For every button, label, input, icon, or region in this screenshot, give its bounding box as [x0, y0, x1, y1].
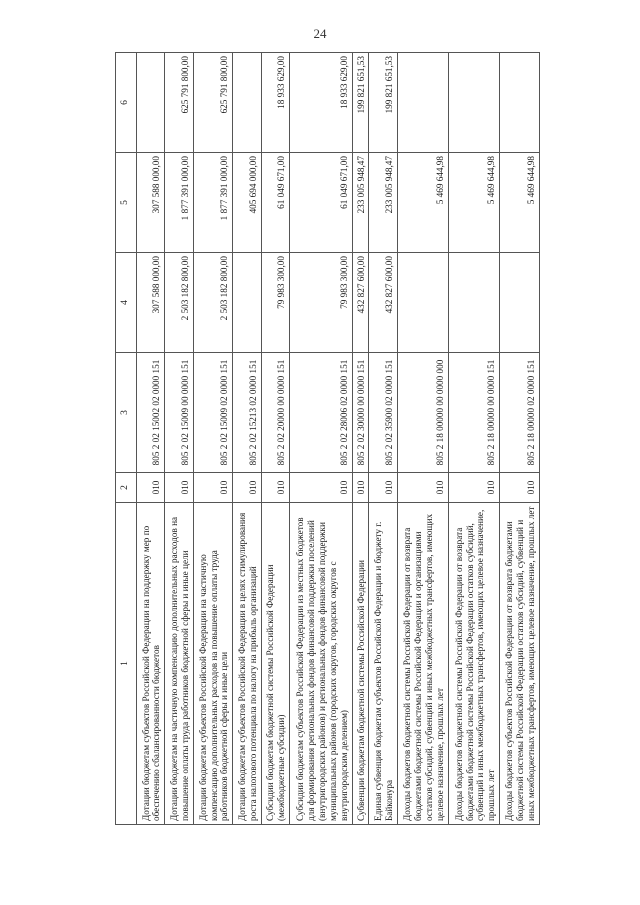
- row-col6: [448, 53, 499, 153]
- table-row: [193, 53, 233, 825]
- row-code: 010: [352, 473, 369, 503]
- row-name: Субвенции бюджетам бюджетной системы Российской Федерации: [352, 503, 369, 825]
- row-col5: 5 469 644,98: [500, 153, 540, 253]
- row-kbk: 805 2 02 15213 02 0000 151: [233, 353, 261, 473]
- row-col5: 307 588 000,00: [137, 153, 165, 253]
- row-col4: [397, 253, 448, 353]
- row-name: Доходы бюджетов бюджетной системы Российской Федерации от возврата бюджетами бюджетной системы Российской Федерации и организациями остатков субсидий, субвенций и иных межбюджетных трансфертов, имеющих целевое назначение, прошлых лет: [397, 503, 448, 825]
- table-row: [397, 53, 448, 825]
- row-kbk: 805 2 02 35900 02 0000 151: [369, 353, 397, 473]
- rotated-table-frame: [115, 53, 540, 825]
- row-col4: 2 503 182 800,00: [193, 253, 233, 353]
- row-name: Дотации бюджетам на частичную компенсацию дополнительных расходов на повышение оплаты труда работников бюджетной сферы и иные цели: [165, 503, 193, 825]
- row-kbk: 805 2 02 30000 00 0000 151: [352, 353, 369, 473]
- row-col6: 625 791 800,00: [165, 53, 193, 153]
- row-kbk: 805 2 02 15009 00 0000 151: [165, 353, 193, 473]
- table-row: [137, 53, 165, 825]
- row-code: 010: [397, 473, 448, 503]
- row-name: Дотации бюджетам субъектов Российской Федерации на поддержку мер по обеспечению сбалансированности бюджетов: [137, 503, 165, 825]
- table-header-row: [116, 53, 137, 825]
- row-kbk: 805 2 02 28006 02 0000 151: [289, 353, 352, 473]
- row-name: Единая субвенция бюджетам субъектов Российской Федерации и бюджету г. Байконура: [369, 503, 397, 825]
- row-col5: 61 049 671,00: [289, 153, 352, 253]
- row-col6: 199 821 651,53: [352, 53, 369, 153]
- row-code: 010: [369, 473, 397, 503]
- row-name: Субсидии бюджетам бюджетной системы Российской Федерации (межбюджетные субсидии): [261, 503, 289, 825]
- column-header-4: 4: [116, 253, 137, 353]
- row-code: 010: [165, 473, 193, 503]
- row-col5: 233 005 948,47: [369, 153, 397, 253]
- row-col4: [448, 253, 499, 353]
- row-kbk: 805 2 18 00000 02 0000 151: [500, 353, 540, 473]
- row-col4: 79 983 300,00: [289, 253, 352, 353]
- row-code: 010: [193, 473, 233, 503]
- row-col4: [233, 253, 261, 353]
- row-col4: 79 983 300,00: [261, 253, 289, 353]
- row-name: Дотации бюджетам субъектов Российской Федерации на частичную компенсацию дополнительных расходов на повышение оплаты труда работников бюджетной сферы и иные цели: [193, 503, 233, 825]
- row-col5: 5 469 644,98: [397, 153, 448, 253]
- row-col6: [233, 53, 261, 153]
- row-code: 010: [448, 473, 499, 503]
- table-row: [261, 53, 289, 825]
- row-code: 010: [137, 473, 165, 503]
- row-kbk: 805 2 18 00000 00 0000 151: [448, 353, 499, 473]
- row-code: 010: [500, 473, 540, 503]
- row-col4: 2 503 182 800,00: [165, 253, 193, 353]
- column-header-2: 2: [116, 473, 137, 503]
- table-row: [233, 53, 261, 825]
- row-name: Дотации бюджетам субъектов Российской Федерации в целях стимулирования роста налогового потенциала по налогу на прибыль организаций: [233, 503, 261, 825]
- row-kbk: 805 2 02 15002 02 0000 151: [137, 353, 165, 473]
- table-row: [352, 53, 369, 825]
- row-col6: 18 933 629,00: [261, 53, 289, 153]
- table-row: [500, 53, 540, 825]
- row-code: 010: [261, 473, 289, 503]
- row-col5: 1 877 391 000,00: [193, 153, 233, 253]
- column-header-5: 5: [116, 153, 137, 253]
- row-col4: 307 588 000,00: [137, 253, 165, 353]
- row-col6: [500, 53, 540, 153]
- table-row: [289, 53, 352, 825]
- budget-table: [115, 52, 540, 825]
- row-kbk: 805 2 02 20000 00 0000 151: [261, 353, 289, 473]
- row-col4: 432 827 600,00: [352, 253, 369, 353]
- row-kbk: 805 2 18 00000 00 0000 000: [397, 353, 448, 473]
- table-row: [448, 53, 499, 825]
- row-col5: 1 877 391 000,00: [165, 153, 193, 253]
- column-header-3: 3: [116, 353, 137, 473]
- table-row: [369, 53, 397, 825]
- row-col5: 5 469 644,98: [448, 153, 499, 253]
- row-name: Доходы бюджетов субъектов Российской Федерации от возврата бюджетами бюджетной системы Российской Федерации остатков субсидий, субвенций и иных межбюджетных трансфертов, имеющих целевое назначение, прошлых лет: [500, 503, 540, 825]
- row-col6: 18 933 629,00: [289, 53, 352, 153]
- table-row: [165, 53, 193, 825]
- row-name: Субсидии бюджетам субъектов Российской Федерации из местных бюджетов для формирования региональных фондов финансовой поддержки поселений (внутригородских районов) и региональных фондов финансовой поддержки муниципальных районов (городских округов, городских округов с внутригородским делением): [289, 503, 352, 825]
- row-col6: [397, 53, 448, 153]
- row-col5: 233 005 948,47: [352, 153, 369, 253]
- row-kbk: 805 2 02 15009 02 0000 151: [193, 353, 233, 473]
- row-col6: [137, 53, 165, 153]
- row-col5: 405 694 000,00: [233, 153, 261, 253]
- row-col6: 199 821 651,53: [369, 53, 397, 153]
- row-col4: [500, 253, 540, 353]
- row-code: 010: [289, 473, 352, 503]
- row-col5: 61 049 671,00: [261, 153, 289, 253]
- row-col4: 432 827 600,00: [369, 253, 397, 353]
- row-name: Доходы бюджетов бюджетной системы Российской Федерации от возврата бюджетами бюджетной системы Российской Федерации остатков субсидий, субвенций и иных межбюджетных трансфертов, имеющих целевое назначение, прошлых лет: [448, 503, 499, 825]
- column-header-1: 1: [116, 503, 137, 825]
- row-col6: 625 791 800,00: [193, 53, 233, 153]
- row-code: 010: [233, 473, 261, 503]
- column-header-6: 6: [116, 53, 137, 153]
- page-number: 24: [313, 26, 327, 41]
